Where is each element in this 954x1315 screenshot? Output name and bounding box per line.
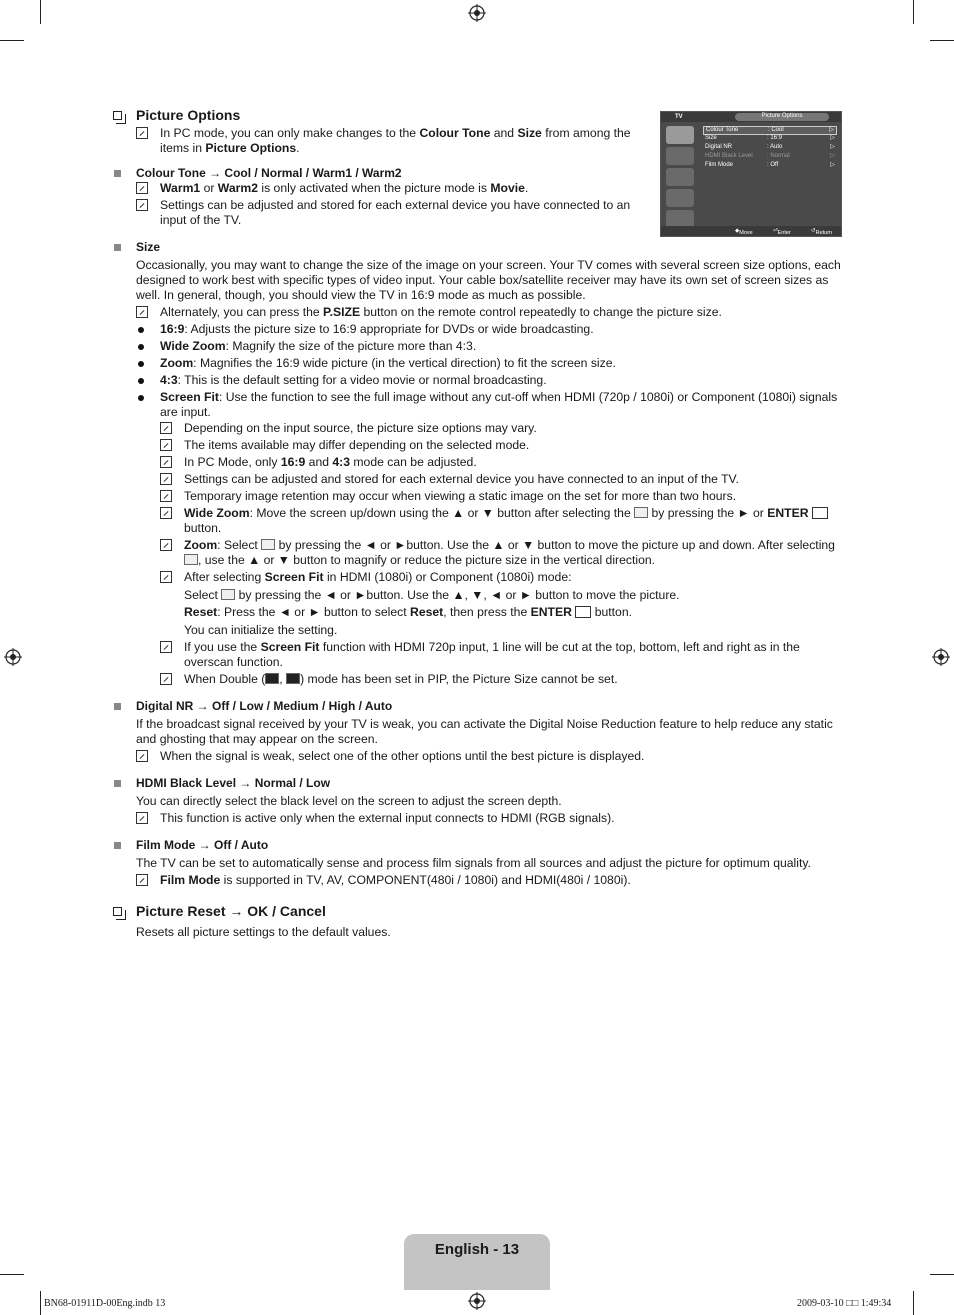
subsection-title: HDMI Black Level → Normal / Low xyxy=(136,776,331,790)
text: and xyxy=(305,455,333,469)
square-bullet-icon xyxy=(114,244,121,251)
bullet-icon xyxy=(138,344,144,350)
note-icon xyxy=(160,456,172,468)
text: If you use the xyxy=(184,640,261,654)
text: Colour Tone xyxy=(419,126,491,140)
note xyxy=(112,181,847,196)
note xyxy=(112,570,847,585)
note xyxy=(112,811,847,826)
osd-row-value: : Auto xyxy=(767,144,783,150)
text: 16:9 xyxy=(280,455,306,469)
text: Wide Zoom xyxy=(184,506,250,520)
bullet-icon xyxy=(138,361,144,367)
note xyxy=(112,438,847,453)
note xyxy=(112,506,847,536)
text: . xyxy=(524,181,529,195)
osd-row-value: : 16:9 xyxy=(767,135,783,141)
checkbox-icon xyxy=(113,111,122,120)
note-icon xyxy=(160,507,172,519)
text: ) mode has been set in PIP, the Picture Size cannot be set. xyxy=(300,672,618,686)
text: Picture Options xyxy=(205,141,297,155)
text: button on the remote control repeatedly to change the picture size. xyxy=(360,305,722,319)
move-hint: ◆ Move xyxy=(735,228,753,236)
arrow-right-icon: ▷ xyxy=(830,135,835,141)
note-icon xyxy=(136,812,148,824)
crop-mark xyxy=(40,0,41,24)
position-icon xyxy=(261,539,275,550)
note-icon xyxy=(160,473,172,485)
text: Movie xyxy=(490,181,525,195)
note xyxy=(112,421,847,436)
paragraph: You can directly select the black level on the screen to adjust the screen depth. xyxy=(136,794,562,808)
section-heading xyxy=(112,904,847,922)
text: . xyxy=(296,141,300,155)
text: P.SIZE xyxy=(323,305,361,319)
note xyxy=(112,873,847,888)
bullet-icon xyxy=(138,395,144,401)
text: ENTER xyxy=(530,605,572,619)
osd-row-label: HDMI Black Level xyxy=(705,153,753,159)
text: by pressing the ◄ or ►button. Use the ▲, ▼, ◄ or ► button to move the picture. xyxy=(235,588,680,602)
text: This function is active only when the external input connects to HDMI (RGB signals). xyxy=(160,811,615,825)
subsection-title: Colour Tone → Cool / Normal / Warm1 / Warm2 xyxy=(136,166,402,180)
square-bullet-icon xyxy=(114,780,121,787)
note xyxy=(112,538,847,568)
text: In PC mode, you can only make changes to the xyxy=(160,126,420,140)
osd-row-value: : Normal xyxy=(767,153,790,159)
note-icon xyxy=(136,199,148,211)
osd-row-value: : Off xyxy=(767,162,779,168)
paragraph: Resets all picture settings to the default values. xyxy=(136,925,391,939)
square-bullet-icon xyxy=(114,170,121,177)
note xyxy=(112,305,847,320)
text: from among the items in xyxy=(160,126,631,155)
osd-title: Picture Options xyxy=(735,113,829,121)
text: Size xyxy=(517,126,542,140)
square-bullet-icon xyxy=(114,703,121,710)
note-icon xyxy=(160,422,172,434)
list-item xyxy=(112,356,847,371)
subsection-heading xyxy=(112,166,847,181)
text: by pressing the ► or xyxy=(648,506,768,520)
crop-mark xyxy=(930,1274,954,1275)
text: When the signal is weak, select one of the other options until the best picture is displayed. xyxy=(160,749,645,763)
arrow-right-icon: ▷ xyxy=(830,162,835,168)
text: Depending on the input source, the picture size options may vary. xyxy=(184,421,537,435)
crop-mark xyxy=(40,1291,41,1315)
page-number: English - 13 xyxy=(434,1241,520,1258)
crop-mark xyxy=(913,1291,914,1315)
subsection-heading xyxy=(112,776,847,791)
text: Reset xyxy=(410,605,444,619)
osd-row-label: Film Mode xyxy=(705,162,734,168)
text: 16:9 xyxy=(160,322,185,336)
text: Alternately, you can press the xyxy=(160,305,324,319)
text: function with HDMI 720p input, 1 line will be cut at the top, bottom, left and right as in the overscan function. xyxy=(184,640,800,669)
text: is supported in TV, AV, COMPONENT(480i / 1080i) and HDMI(480i / 1080i). xyxy=(220,873,631,887)
text: : Select xyxy=(217,538,262,552)
move-label: Move xyxy=(739,230,753,236)
sub-instruction xyxy=(112,605,847,620)
text: : Press the ◄ or ► button to select xyxy=(217,605,411,619)
registration-mark-icon xyxy=(4,648,22,666)
position-icon xyxy=(221,589,235,600)
text: , xyxy=(279,672,287,686)
crop-mark xyxy=(0,1274,24,1275)
list-item xyxy=(112,322,847,337)
list-item xyxy=(112,390,847,420)
subsection-heading xyxy=(112,240,847,255)
osd-row-value: : Cool xyxy=(768,127,784,133)
note-icon xyxy=(160,539,172,551)
text: Screen Fit xyxy=(264,570,324,584)
note-icon xyxy=(160,439,172,451)
text: Reset xyxy=(184,605,218,619)
crop-mark xyxy=(930,40,954,41)
bullet-icon xyxy=(138,327,144,333)
subsection-title: Digital NR → Off / Low / Medium / High / Auto xyxy=(136,699,393,713)
return-hint: ↺ Return xyxy=(811,228,833,236)
text: 4:3 xyxy=(160,373,178,387)
text: 4:3 xyxy=(332,455,351,469)
enter-icon xyxy=(575,606,591,618)
osd-row-label: Digital NR xyxy=(705,144,733,150)
arrow-right-icon: ▷ xyxy=(830,144,835,150)
note-icon xyxy=(160,490,172,502)
bullet-icon xyxy=(138,378,144,384)
return-label: Return xyxy=(815,230,833,236)
remote-note-icon xyxy=(136,306,148,318)
text: Temporary image retention may occur when viewing a static image on the set for more than two hours. xyxy=(184,489,737,503)
crop-mark xyxy=(913,0,914,24)
registration-mark-icon xyxy=(468,1292,486,1310)
note-icon xyxy=(136,874,148,886)
position-icon xyxy=(634,507,648,518)
text: , use the ▲ or ▼ button to magnify or reduce the picture size in the vertical direction. xyxy=(198,553,656,567)
text: After selecting xyxy=(184,570,265,584)
sub-instruction xyxy=(112,588,847,603)
note xyxy=(112,126,660,156)
subsection-title: Size xyxy=(136,240,161,254)
text: Zoom xyxy=(160,356,194,370)
text: Settings can be adjusted and stored for each external device you have connected to an input of the TV. xyxy=(160,198,631,227)
text: in HDMI (1080i) or Component (1080i) mode: xyxy=(323,570,572,584)
enter-label: Enter xyxy=(777,230,791,236)
section-title: Picture Reset → OK / Cancel xyxy=(136,903,326,919)
double-pip-icon xyxy=(265,673,279,684)
note xyxy=(112,198,660,228)
double-pip-icon xyxy=(286,673,300,684)
note-icon xyxy=(136,127,148,139)
osd-row-label: Colour Tone xyxy=(706,127,739,133)
list-item xyxy=(112,339,847,354)
text: by pressing the ◄ or ►button. Use the ▲ or ▼ button to move the picture up and down. After selecting xyxy=(275,538,835,552)
note-icon xyxy=(160,673,172,685)
text: or xyxy=(200,181,218,195)
subsection-heading xyxy=(112,699,847,714)
text: Zoom xyxy=(184,538,218,552)
note xyxy=(112,640,847,670)
text: Screen Fit xyxy=(160,390,219,404)
note xyxy=(112,472,847,487)
text: In PC Mode, only xyxy=(184,455,281,469)
text: Screen Fit xyxy=(260,640,320,654)
paragraph: Occasionally, you may want to change the size of the image on your screen. Your TV comes with several screen size options, each designed to work best with specific types of video input. Your cable box/satellite receiver may have its own set of screen sizes as well. In general, though, you should view the TV in 16:9 mode as much as possible. xyxy=(136,258,841,302)
page-number-tab xyxy=(404,1234,550,1290)
registration-mark-icon xyxy=(468,4,486,22)
text: and xyxy=(490,126,518,140)
text: : Adjusts the picture size to 16:9 appropriate for DVDs or wide broadcasting. xyxy=(184,322,594,336)
note xyxy=(112,455,847,470)
section-title: Picture Options xyxy=(136,107,241,123)
note-icon xyxy=(136,750,148,762)
crop-mark xyxy=(0,40,24,41)
note-icon xyxy=(160,571,172,583)
text: When Double ( xyxy=(184,672,266,686)
print-slug-left: BN68-01911D-00Eng.indb 13 xyxy=(44,1298,166,1309)
paragraph: The TV can be set to automatically sense and process film signals from all sources and adjust the picture for optimum quality. xyxy=(136,856,811,870)
osd-tv-label: TV xyxy=(675,114,683,120)
text: Warm2 xyxy=(217,181,258,195)
text: button. xyxy=(591,605,632,619)
subsection-heading xyxy=(112,838,847,853)
note xyxy=(112,489,847,504)
note-icon xyxy=(160,641,172,653)
text: : Magnify the size of the picture more than 4:3. xyxy=(225,339,477,353)
text: : Move the screen up/down using the ▲ or ▼ button after selecting the xyxy=(249,506,635,520)
text: Film Mode xyxy=(160,873,221,887)
enter-icon xyxy=(812,507,828,519)
checkbox-icon xyxy=(113,907,122,916)
size-icon xyxy=(184,554,198,565)
text: Select xyxy=(184,588,222,602)
text: Wide Zoom xyxy=(160,339,226,353)
text: , then press the xyxy=(443,605,531,619)
paragraph: If the broadcast signal received by your TV is weak, you can activate the Digital Noise Reduction feature to help reduce any static and ghosting that may appear on the screen. xyxy=(136,717,833,746)
text: The items available may differ depending on the selected mode. xyxy=(184,438,530,452)
text: Settings can be adjusted and stored for each external device you have connected to an input of the TV. xyxy=(184,472,739,486)
arrow-right-icon: ▷ xyxy=(829,127,834,133)
note xyxy=(112,749,847,764)
note xyxy=(112,672,847,687)
registration-mark-icon xyxy=(932,648,950,666)
text: button. xyxy=(184,521,222,535)
enter-hint: ⏎ Enter xyxy=(773,228,791,236)
subsection-title: Film Mode → Off / Auto xyxy=(136,838,269,852)
osd-row-label: Size xyxy=(705,135,717,141)
text: : Use the function to see the full image without any cut-off when HDMI (720p / 1080i) or Component (1080i) signals are input. xyxy=(160,390,838,419)
text: is only activated when the picture mode is xyxy=(257,181,491,195)
text: Warm1 xyxy=(160,181,201,195)
text: mode can be adjusted. xyxy=(350,455,477,469)
list-item xyxy=(112,373,847,388)
text: : This is the default setting for a video movie or normal broadcasting. xyxy=(177,373,547,387)
sub-instruction: You can initialize the setting. xyxy=(184,623,338,637)
text: : Magnifies the 16:9 wide picture (in the vertical direction) to fit the screen size. xyxy=(193,356,616,370)
section-heading xyxy=(112,108,847,126)
page-content xyxy=(112,108,847,940)
print-slug-right: 2009-03-10 □□ 1:49:34 xyxy=(797,1298,892,1309)
note-icon xyxy=(136,182,148,194)
square-bullet-icon xyxy=(114,842,121,849)
text: ENTER xyxy=(767,506,809,520)
arrow-right-icon: ▷ xyxy=(830,153,835,159)
